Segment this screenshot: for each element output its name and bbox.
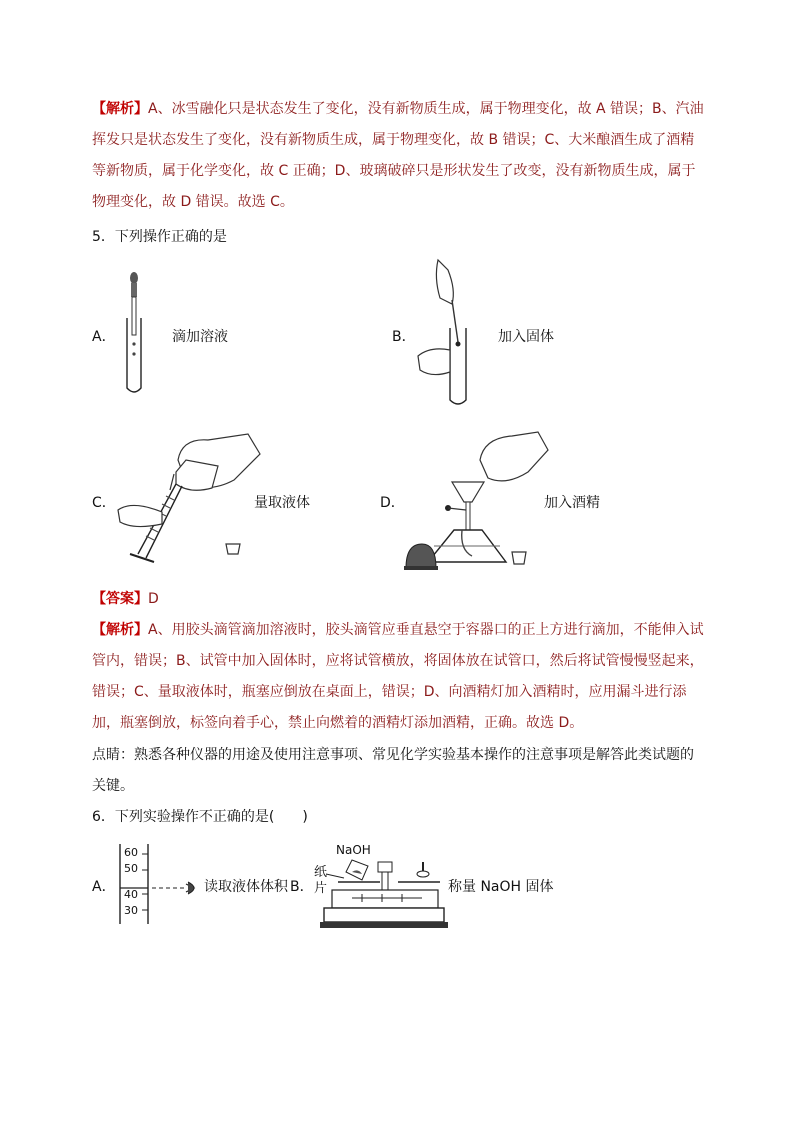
- add-solid-figure: [418, 260, 478, 410]
- paper-label-top: 纸: [314, 865, 328, 880]
- balance-scale-figure: [312, 842, 448, 932]
- q6-option-b-caption: 称量 NaOH 固体: [448, 879, 554, 895]
- question-5-title: 5．下列操作正确的是: [92, 229, 227, 245]
- q5-option-b-caption: 加入固体: [498, 329, 554, 345]
- q5-option-a-caption: 滴加溶液: [172, 329, 228, 345]
- tick-label-60: 60: [124, 846, 138, 859]
- q5-option-a-letter: A．: [92, 329, 116, 345]
- analysis-text: A、用胶头滴管滴加溶液时，胶头滴管应垂直悬空于容器口的正上方进行滴加，不能伸入试管内，错误；B、试管中加入固体时，应将试管横放，将固体放在试管口，然后将试管慢慢竖起来，错误；C、量取液体时，瓶塞应倒放在桌面上，错误；D、向酒精灯加入酒精时，应用漏斗进行添加，瓶塞倒放，标签向着手心，禁止向燃着的酒精灯添加酒精，正确。故选 D。: [92, 622, 704, 731]
- q6-option-b-letter: B．: [290, 879, 314, 895]
- answer-tag: 【答案】: [92, 591, 148, 607]
- paper-label-bottom: 片: [314, 881, 328, 896]
- q5-option-d-caption: 加入酒精: [544, 495, 600, 511]
- note-tag: 点睛：: [92, 747, 134, 763]
- q5-option-b-letter: B．: [392, 329, 416, 345]
- q6-option-a-letter: A．: [92, 879, 116, 895]
- measuring-cylinder-figure: [118, 430, 268, 570]
- analysis-q5: [92, 615, 704, 739]
- question-6-title: 6．下列实验操作不正确的是( ): [92, 809, 308, 825]
- answer-value: D: [148, 591, 159, 607]
- analysis-text: A、冰雪融化只是状态发生了变化，没有新物质生成，属于物理变化，故 A 错误；B、汽油挥发只是状态发生了变化，没有新物质生成，属于物理变化，故 B 错误；C、大米酿酒生成了酒精等新物质，属于化学变化，故 C 正确；D、玻璃破碎只是形状发生了改变，没有新物质生成，属于物理变化，故 D 错误。故选 C。: [92, 101, 704, 210]
- dropper-test-tube-figure: [118, 270, 158, 394]
- q5-note: [92, 740, 704, 802]
- q5-option-d-letter: D．: [380, 495, 405, 511]
- tick-label-30: 30: [124, 904, 138, 917]
- analysis-tag: 【解析】: [92, 101, 148, 117]
- naoh-label: NaOH: [336, 843, 371, 857]
- q5-option-c-letter: C．: [92, 495, 116, 511]
- q5-answer: [92, 584, 704, 615]
- note-text: 熟悉各种仪器的用途及使用注意事项、常见化学实验基本操作的注意事项是解答此类试题的关键。: [92, 747, 694, 794]
- q5-option-c-caption: 量取液体: [254, 495, 310, 511]
- tick-label-40: 40: [124, 888, 138, 901]
- graduated-cylinder-reading-figure: [116, 840, 206, 930]
- analysis-q4: [92, 94, 704, 218]
- q6-option-a-caption: 读取液体体积: [204, 879, 288, 895]
- tick-label-50: 50: [124, 862, 138, 875]
- analysis-tag: 【解析】: [92, 622, 148, 638]
- alcohol-lamp-funnel-figure: [402, 430, 552, 572]
